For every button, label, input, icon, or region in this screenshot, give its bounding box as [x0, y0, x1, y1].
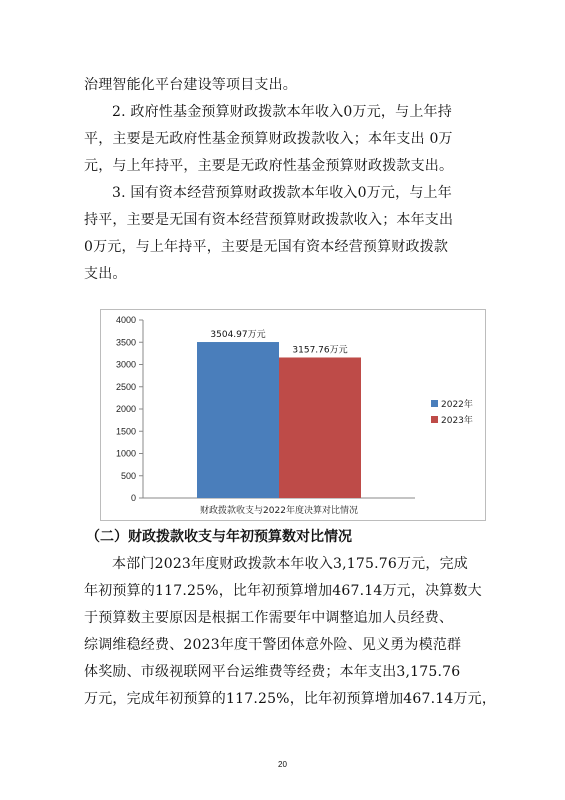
y-tick-label: 0 — [130, 493, 136, 503]
data-label: 3157.76万元 — [292, 345, 348, 356]
y-tick-label: 2500 — [115, 381, 136, 392]
y-tick-label: 2000 — [115, 404, 136, 414]
text-line: 持平，主要是无国有资本经营预算财政拨款收入；本年支出 — [84, 212, 454, 228]
text-line: 综调维稳经费、2023年度干警团体意外险、见义勇为模范群 — [84, 637, 462, 653]
text-line: 年初预算的117.25%，比年初预算增加467.14万元，决算数大 — [84, 583, 482, 599]
bar-2022年 — [197, 342, 279, 498]
bar-2023年 — [279, 357, 361, 498]
legend-label: 2023年 — [441, 416, 473, 426]
text-line: 体奖励、市级视联网平台运维费等经费；本年支出3,175.76 — [84, 664, 461, 680]
text-line: 支出。 — [84, 266, 127, 282]
page-number: 20 — [278, 760, 287, 769]
bar-chart-svg — [101, 310, 485, 520]
text-line: 万元，完成年初预算的117.25%，比年初预算增加467.14万元， — [84, 691, 497, 707]
y-tick-label: 3000 — [115, 359, 136, 370]
legend-label: 2022年 — [441, 400, 473, 410]
text-line: 于预算数主要原因是根据工作需要年中调整追加人员经费、 — [84, 610, 454, 626]
y-tick-label: 3500 — [115, 337, 136, 348]
text-line: 元，与上年持平，主要是无政府性基金预算财政拨款支出。 — [84, 158, 454, 174]
y-tick-label: 1000 — [115, 448, 136, 459]
y-tick-label: 4000 — [115, 315, 136, 325]
legend-swatch — [431, 400, 438, 407]
text-line: 治理智能化平台建设等项目支出。 — [84, 77, 297, 93]
section-heading: （二）财政拨款收支与年初预算数对比情况 — [86, 529, 352, 545]
text-line: 0万元，与上年持平，主要是无国有资本经营预算财政拨款 — [84, 239, 449, 255]
text-line: 平，主要是无政府性基金预算财政拨款收入；本年支出 0万 — [84, 131, 453, 147]
text-line: 3. 国有资本经营预算财政拨款本年收入0万元，与上年 — [112, 185, 452, 201]
y-tick-label: 500 — [120, 470, 136, 481]
y-tick-label: 1500 — [115, 426, 136, 437]
x-category-label: 财政拨款收支与2022年度决算对比情况 — [200, 506, 358, 516]
bar-chart — [100, 309, 486, 521]
legend-swatch — [431, 416, 438, 423]
text-line: 2. 政府性基金预算财政拨款本年收入0万元，与上年持 — [112, 104, 452, 120]
data-label: 3504.97万元 — [210, 330, 266, 341]
text-line: 本部门2023年度财政拨款本年收入3,175.76万元，完成 — [112, 556, 468, 572]
